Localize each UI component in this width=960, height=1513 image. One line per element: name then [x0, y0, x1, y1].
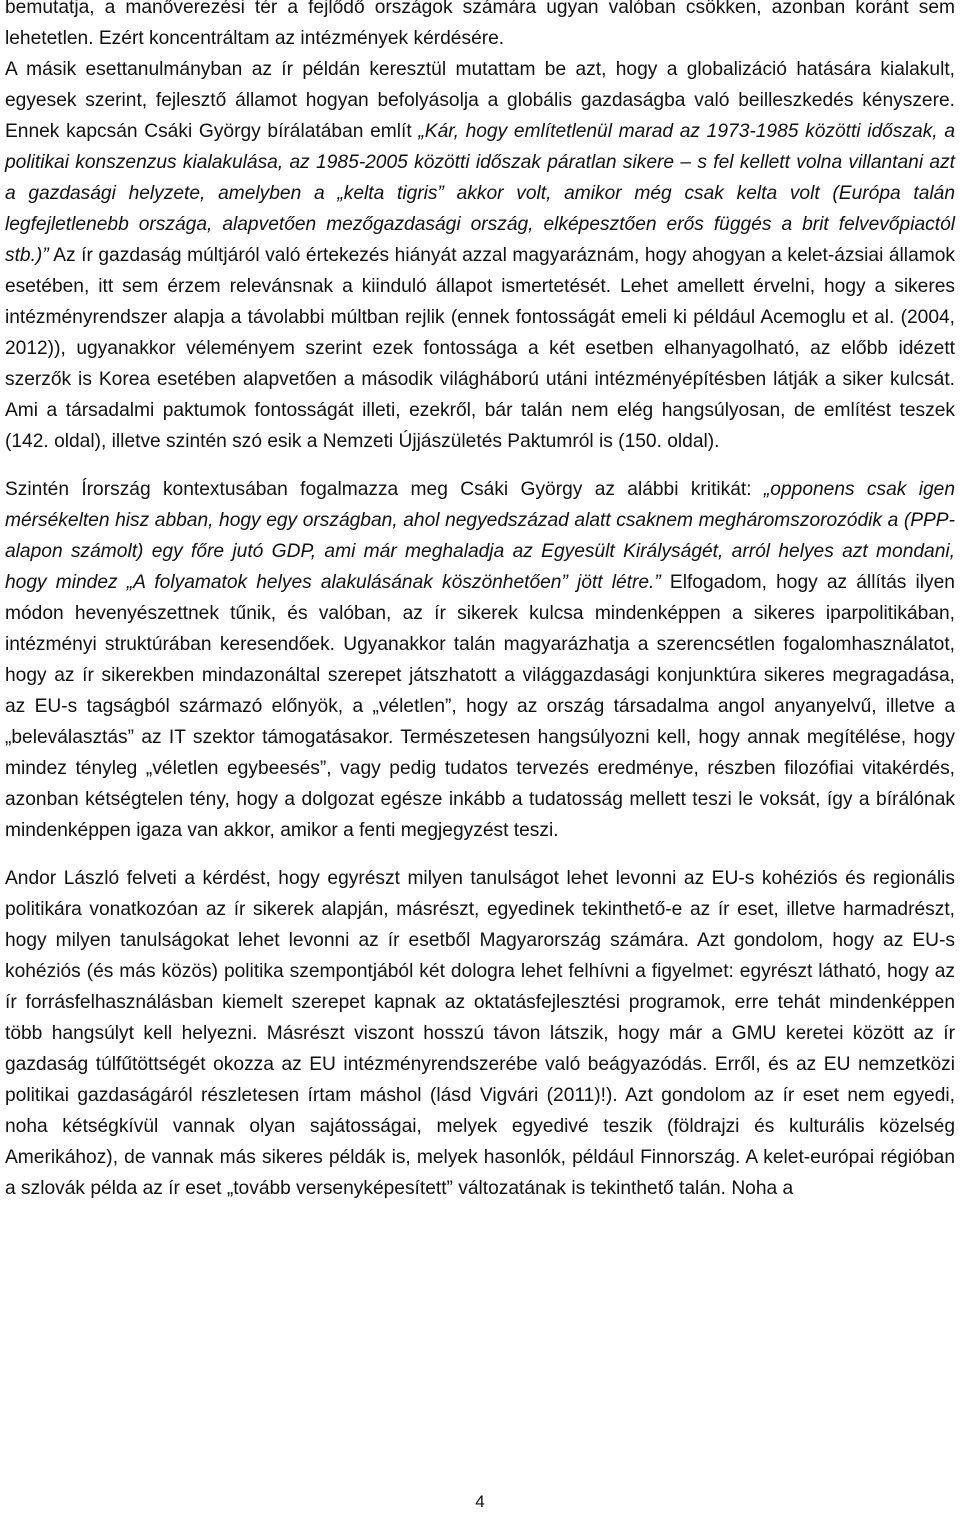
paragraph-4: Andor László felveti a kérdést, hogy egyrészt milyen tanulságot lehet levonni az EU-s kohéziós és regionális politikára vonatkozóan az ír sikerek alapján, másrészt, egyedinek tekinthető-e az ír eset, illetve harmadrészt, hogy milyen tanulságokat lehet levonni az ír esetből Magyarország számára. Azt gondolom, hogy az EU-s kohéziós (és más közös) politika szempontjából két dologra lehet felhívni a figyelmet: egyrészt látható, hogy az ír forrásfelhasználásban kiemelt szerepet kapnak az oktatásfejlesztési programok, erre tehát mindenképpen több hangsúlyt kell helyezni. Másrészt viszont hosszú távon látszik, hogy már a GMU keretei között az ír gazdaság túlfűtöttségét okozza az EU intézményrendszerébe való beágyazódás. Erről, és az EU nemzetközi politikai gazdaságáról részletesen írtam máshol (lásd Vigvári (2011)!). Azt gondolom az ír eset nem egyedi, noha kétségkívül vannak olyan sajátosságai, melyek egyedivé teszik (földrajzi és kulturális közelség Amerikához), de vannak más sikeres példák is, melyek hasonlók, például Finnország. A kelet-európai régióban a szlovák példa az ír eset „tovább versenyképesített” változatának is tekinthető talán. Noha a — [5, 868, 955, 1199]
paragraph-3 — [5, 474, 955, 846]
paragraph-2-quote: „Kár, hogy említetlenül marad az 1973-1985 közötti időszak, a politikai konszenzus kialakulása, az 1985-2005 közötti időszak páratlan sikere – s fel kellett volna villantani azt a gazdasági helyzete, amelyben a „kelta tigris” akkor volt, amikor még csak kelta volt (Európa talán legfejletlenebb országa, alapvetően mezőgazdasági ország, elképesztően erős függés a brit felvevőpiactól stb.)” — [5, 121, 955, 266]
paragraph-2 — [5, 54, 955, 457]
page-number: 4 — [475, 1492, 485, 1511]
paragraph-3-quote: „opponens csak igen mérsékelten hisz abban, hogy egy országban, ahol negyedszázad alatt csaknem megháromszorozódik a (PPP-alapon számolt) egy főre jutó GDP, ami már meghaladja az Egyesült Királyságét, arról helyes azt mondani, hogy mindez „A folyamatok helyes alakulásának köszönhetően” jött létre.” — [5, 479, 955, 593]
paragraph-3-text-2: Elfogadom, hogy az állítás ilyen módon hevenyészettnek tűnik, és valóban, az ír sikerek kulcsa mindenképpen a sikeres iparpolitikában, intézményi struktúrában keresendőek. Ugyanakkor talán magyarázhatja a szerencsétlen fogalomhasználatot, hogy az ír sikerekben mindazonáltal szerepet játszhatott a világgazdasági konjunktúra sikeres megragadása, az EU-s tagságból származó előnyök, a „véletlen”, hogy az ország társadalma angol anyanyelvű, illetve a „beleválasztás” az IT szektor támogatásakor. Természetesen hangsúlyozni kell, hogy annak megítélése, hogy mindez tényleg „véletlen egybeesés”, vagy pedig tudatos tervezés eredménye, részben filozófiai vitakérdés, azonban kétségtelen tény, hogy a dolgozat egésze inkább a tudatosság mellett teszi le voksát, így a bírálónak mindenképpen igaza van akkor, amikor a fenti megjegyzést teszi. — [5, 572, 955, 841]
paragraph-2-text-1: A másik esettanulmányban az ír példán keresztül mutattam be azt, hogy a globalizáció hatására kialakult, egyesek szerint, fejlesztő államot hogyan befolyásolja a globális gazdaságba való beilleszkedés kényszere. Ennek kapcsán Csáki György bírálatában említ — [5, 59, 955, 142]
paragraph-3-text-1: Szintén Írország kontextusában fogalmazza meg Csáki György az alábbi kritikát: — [5, 479, 764, 500]
body-text — [5, 0, 955, 1221]
paragraph-2-text-2: Az ír gazdaság múltjáról való értekezés hiányát azzal magyaráznám, hogy ahogyan a kelet-ázsiai államok esetében, itt sem érzem relevánsnak a kiinduló állapot ismertetését. Lehet amellett érvelni, hogy a sikeres intézményrendszer alapja a távolabbi múltban rejlik (ennek fontosságát emeli ki például Acemoglu et al. (2004, 2012)), ugyanakkor véleményem szerint ezek fontossága a két esetben elhanyagolható, az előbb idézett szerzők is Korea esetében alapvetően a második világháború utáni intézményépítésben látják a siker kulcsát. Ami a társadalmi paktumok fontosságát illeti, ezekről, bár talán nem elég hangsúlyosan, de említést teszek (142. oldal), illetve szintén szó esik a Nemzeti Újjászületés Paktumról is (150. oldal). — [5, 245, 955, 452]
paragraph-1: bemutatja, a manőverezési tér a fejlődő országok számára ugyan valóban csökken, azonban koránt sem lehetetlen. Ezért koncentráltam az intézmények kérdésére. — [5, 0, 955, 49]
